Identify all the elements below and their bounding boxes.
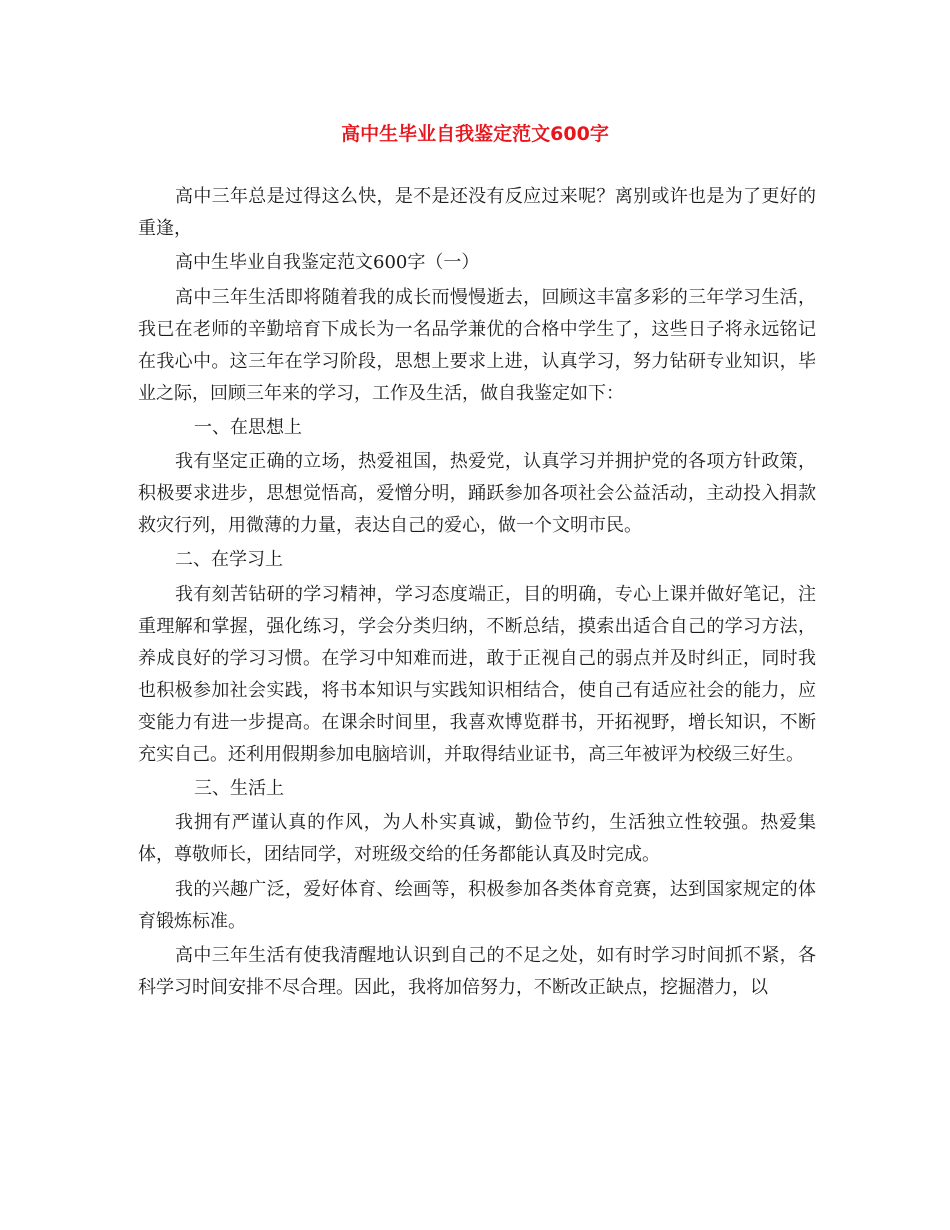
heading-study: 二、在学习上 xyxy=(175,549,283,571)
document-title: 高中生毕业自我鉴定范文600字 xyxy=(341,123,609,145)
document-body xyxy=(138,181,816,1006)
heading-thought: 一、在思想上 xyxy=(194,416,302,438)
life-paragraph: 我拥有严谨认真的作风，为人朴实真诚，勤俭节约，生活独立性较强。热爱集体，尊敬师长，团结同学，对班级交给的任务都能认真及时完成。 xyxy=(138,812,816,866)
study-paragraph: 我有刻苦钻研的学习精神，学习态度端正，目的明确，专心上课并做好笔记，注重理解和掌握，强化练习，学会分类归纳，不断总结，摸索出适合自己的学习方法，养成良好的学习习惯。在学习中知难而进，敢于正视自己的弱点并及时纠正，同时我也积极参加社会实践，将书本知识与实践知识相结合，使自己有适应社会的能力，应变能力有进一步提高。在课余时间里，我喜欢博览群书，开拓视野，增长知识，不断充实自己。还利用假期参加电脑培训，并取得结业证书，高三年被评为校级三好生。 xyxy=(138,583,816,765)
thought-paragraph: 我有坚定正确的立场，热爱祖国，热爱党，认真学习并拥护党的各项方针政策，积极要求进步，思想觉悟高，爱憎分明，踊跃参加各项社会公益活动，主动投入捐款救灾行列，用微薄的力量，表达自己的爱心，做一个文明市民。 xyxy=(138,451,816,537)
opening-paragraph: 高中三年生活即将随着我的成长而慢慢逝去，回顾这丰富多彩的三年学习生活，我已在老师的辛勤培育下成长为一名品学兼优的合格中学生了，这些日子将永远铭记在我心中。这三年在学习阶段，思想上要求上进，认真学习，努力钻研专业知识，毕业之际，回顾三年来的学习，工作及生活，做自我鉴定如下： xyxy=(138,286,816,404)
section-title: 高中生毕业自我鉴定范文600字（一） xyxy=(175,252,480,274)
heading-life: 三、生活上 xyxy=(194,778,284,800)
conclusion-paragraph: 高中三年生活有使我清醒地认识到自己的不足之处，如有时学习时间抓不紧，各科学习时间安排不尽合理。因此，我将加倍努力，不断改正缺点，挖掘潜力，以 xyxy=(138,944,816,998)
interest-paragraph: 我的兴趣广泛，爱好体育、绘画等，积极参加各类体育竞赛，达到国家规定的体育锻炼标准。 xyxy=(138,878,816,932)
intro-paragraph: 高中三年总是过得这么快，是不是还没有反应过来呢？离别或许也是为了更好的重逢， xyxy=(138,186,816,239)
